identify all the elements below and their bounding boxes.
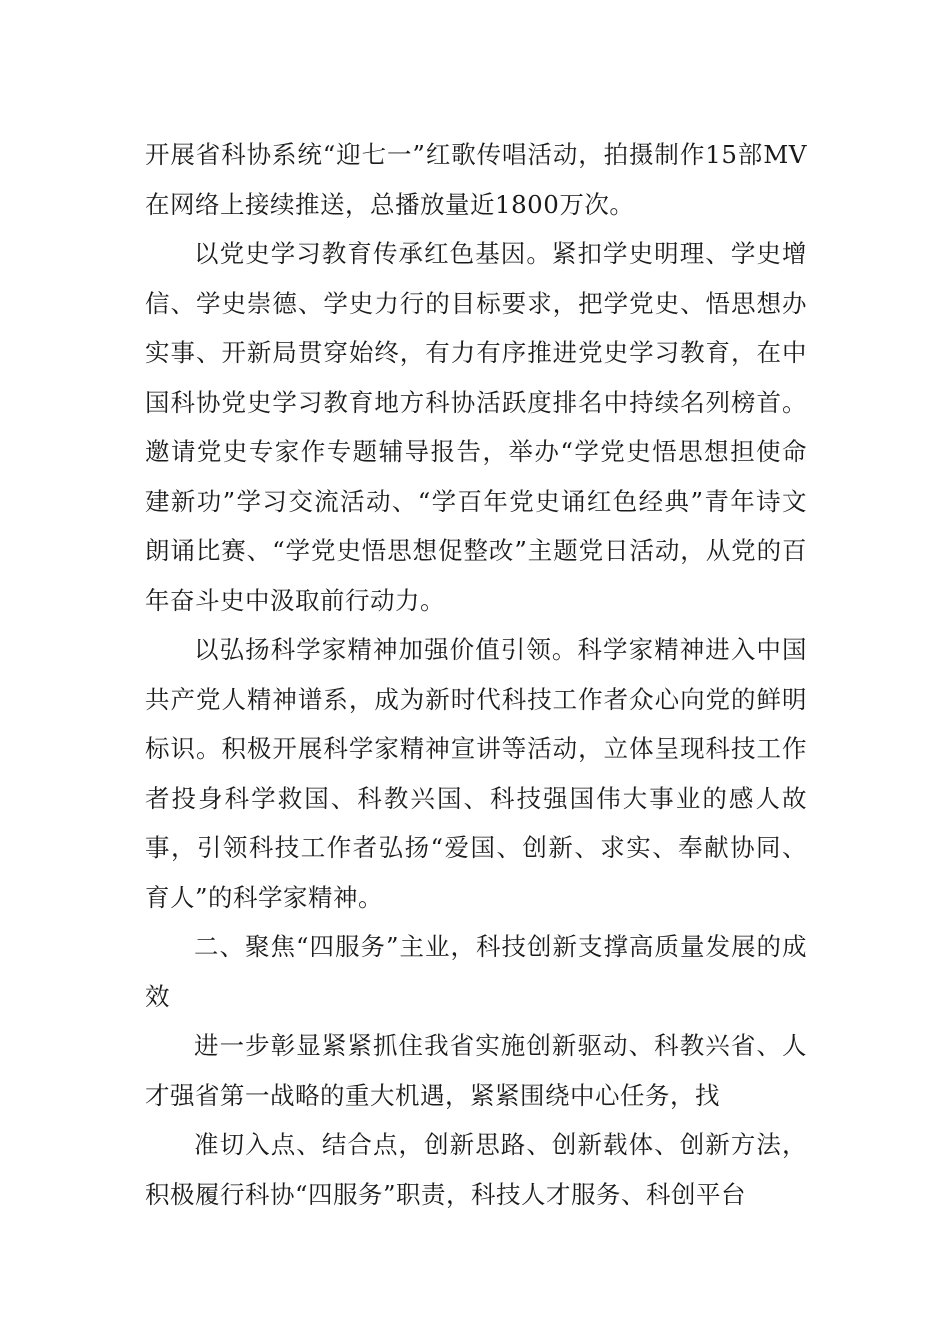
paragraph-strategy: 进一步彰显紧紧抓住我省实施创新驱动、科教兴省、人才强省第一战略的重大机遇，紧紧围绕中心任务，找 [145, 1031, 807, 1110]
document-body [145, 130, 807, 1219]
paragraph-continuation: 开展省科协系统“迎七一”红歌传唱活动，拍摄制作15部MV在网络上接续推送，总播放量近1800万次。 [145, 140, 807, 219]
paragraph-entry-points: 准切入点、结合点，创新思路、创新载体、创新方法，积极履行科协“四服务”职责，科技人才服务、科创平台 [145, 1130, 807, 1209]
section-heading-four-services: 二、聚焦“四服务”主业，科技创新支撑高质量发展的成效 [145, 932, 807, 1011]
paragraph-party-history: 以党史学习教育传承红色基因。紧扣学史明理、学史增信、学史崇德、学史力行的目标要求，把学党史、悟思想办实事、开新局贯穿始终，有力有序推进党史学习教育，在中国科协党史学习教育地方科协活跃度排名中持续名列榜首。邀请党史专家作专题辅导报告，举办“学党史悟思想担使命建新功”学习交流活动、“学百年党史诵红色经典”青年诗文朗诵比赛、“学党史悟思想促整改”主题党日活动，从党的百年奋斗史中汲取前行动力。 [145, 239, 807, 615]
paragraph-scientist-spirit: 以弘扬科学家精神加强价值引领。科学家精神进入中国共产党人精神谱系，成为新时代科技工作者众心向党的鲜明标识。积极开展科学家精神宣讲等活动，立体呈现科技工作者投身科学救国、科教兴国、科技强国伟大事业的感人故事，引领科技工作者弘扬“爱国、创新、求实、奉献协同、育人”的科学家精神。 [145, 635, 807, 912]
